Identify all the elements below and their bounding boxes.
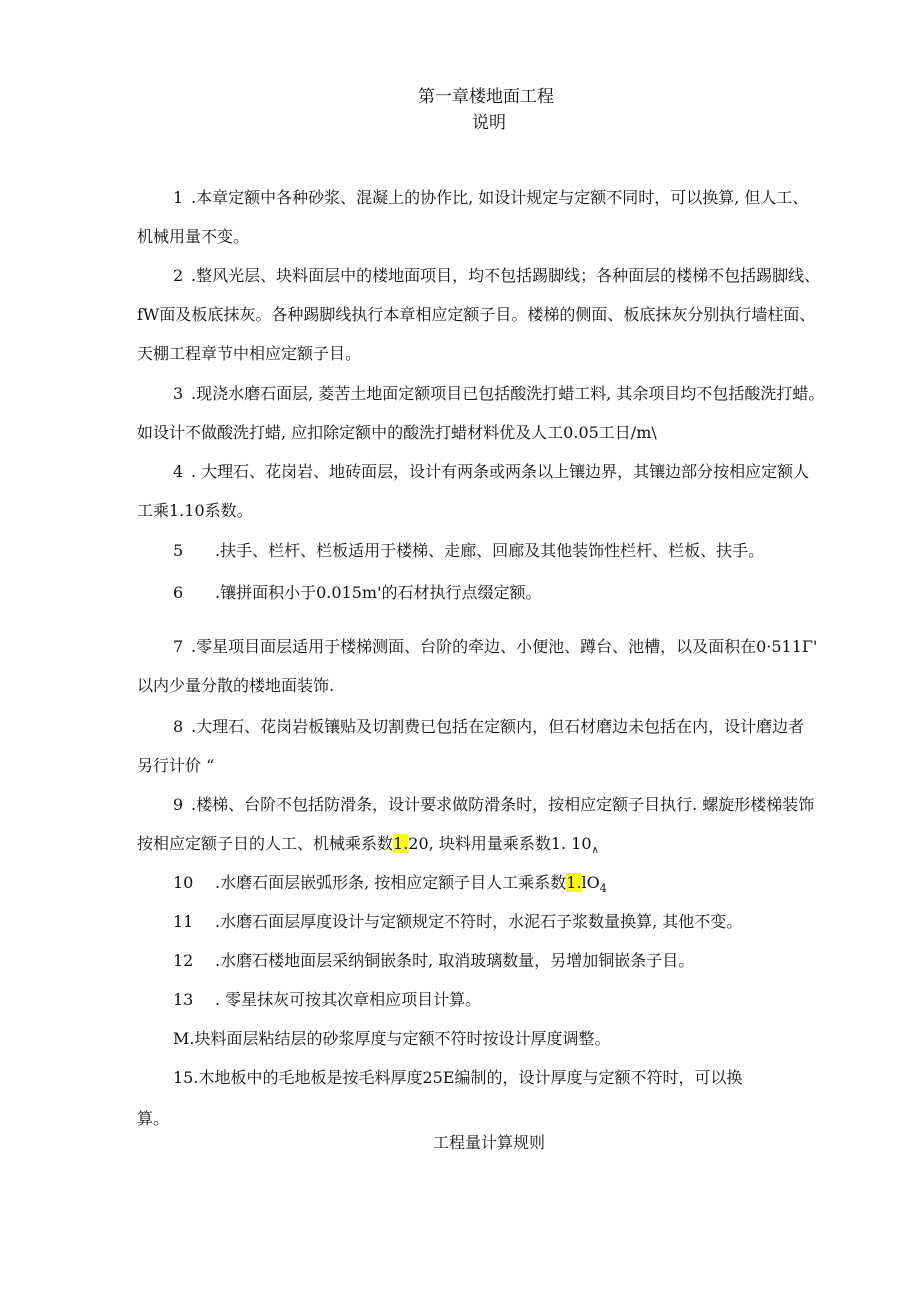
item-text: .楼梯、台阶不包括防滑条，设计要求做防滑条时，按相应定额子目执行. 螺旋形楼梯装饰	[191, 795, 815, 814]
item-text: fW面及板底抹灰。各种踢脚线执行本章相应定额子目。楼梯的侧面、板底抹灰分别执行墙柱面、	[137, 305, 816, 324]
item-number: 12	[173, 951, 194, 970]
item-text-part: lO	[581, 873, 600, 892]
item-number: 1	[173, 188, 184, 207]
highlight-mark: 1.	[566, 873, 582, 892]
item-text: .现浇水磨石面层, 菱苦土地面定额项目已包括酸洗打蜡工料, 其余项目均不包括酸洗打蜡。	[191, 384, 825, 403]
page-subtitle: 说明	[472, 113, 506, 133]
item-text: . 零星抹灰可按其次章相应项目计算。	[215, 990, 482, 1009]
item-number: 10	[173, 873, 194, 892]
item-text: 算。	[137, 1109, 170, 1128]
item-text-part: 按相应定额子日的人工、机械乘系数	[137, 834, 394, 853]
subscript: 4	[599, 882, 607, 896]
item-number: 6	[173, 583, 184, 602]
item-text-part: .水磨石面层嵌弧形条, 按相应定额子目人工乘系数	[215, 873, 567, 892]
item-text: .大理石、花岗岩板镶贴及切割费已包括在定额内，但石材磨边未包括在内，设计磨边者	[191, 717, 805, 736]
item-text: .本章定额中各种砂浆、混凝上的协作比, 如设计规定与定额不同时，可以换算, 但人工、	[191, 188, 809, 207]
item-text: 工乘1.10系数。	[137, 501, 253, 520]
item-number: 4	[173, 462, 184, 481]
item-text: 另行计价 “	[137, 756, 215, 775]
item-number: 3	[173, 384, 184, 403]
page-title: 第一章楼地面工程	[418, 87, 554, 107]
item-number: 7	[173, 637, 184, 656]
item-text-part: 20, 块料用量乘系数1. 10	[408, 834, 592, 853]
item-number: 8	[173, 717, 184, 736]
item-text: M.块料面层粘结层的砂浆厚度与定额不符时按设计厚度调整。	[173, 1029, 611, 1048]
item-text: .整风光层、块料面层中的楼地面项目，均不包括踢脚线；各种面层的楼梯不包括踢脚线、	[191, 266, 821, 285]
item-text	[137, 834, 599, 861]
item-number: 13	[173, 990, 194, 1009]
item-text: 以内少量分散的楼地面装饰.	[137, 676, 335, 695]
caret-mark: ∧	[591, 845, 599, 857]
item-text: . 大理石、花岗岩、地砖面层，设计有两条或两条以上镶边界，其镶边部分按相应定额人	[191, 462, 810, 481]
section-heading: 工程量计算规则	[433, 1133, 546, 1152]
item-number: 11	[173, 912, 194, 931]
item-text: 天棚工程章节中相应定额子目。	[137, 344, 362, 363]
item-text: .水磨石面层厚度设计与定额规定不符时，水泥石子浆数量换算, 其他不变。	[215, 912, 743, 931]
item-number: 5	[173, 541, 184, 560]
item-text: 15.木地板中的毛地板是按毛料厚度25E编制的，设计厚度与定额不符时，可以换	[173, 1068, 743, 1087]
item-text: .零星项目面层适用于楼梯测面、台阶的牵边、小便池、蹲台、池槽，以及面积在0·511Γ'	[191, 637, 818, 656]
item-text	[215, 873, 607, 899]
item-number: 9	[173, 795, 184, 814]
item-text: .镶拼面积小于0.015m'的石材执行点缀定额。	[215, 583, 542, 602]
item-text: .扶手、栏杆、栏板适用于楼梯、走廊、回廊及其他装饰性栏杆、栏板、扶手。	[215, 541, 765, 560]
item-text: .水磨石楼地面层采纳铜嵌条时, 取消玻璃数量，另增加铜嵌条子目。	[215, 951, 695, 970]
item-text: 机械用量不变。	[137, 227, 250, 246]
item-text: 如设计不做酸洗打蜡, 应扣除定额中的酸洗打蜡材料优及人工0.05工日/m\	[137, 423, 657, 442]
item-number: 2	[173, 266, 184, 285]
highlight-mark: 1.	[393, 834, 409, 853]
